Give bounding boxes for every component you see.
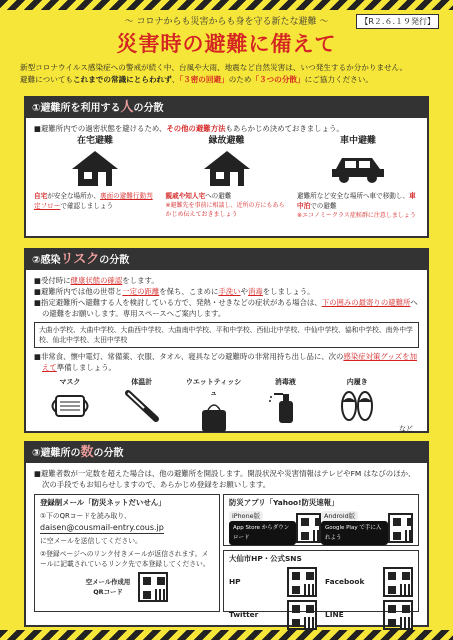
ios-qr-code[interactable] <box>296 513 321 543</box>
twitter-qr-code[interactable] <box>287 600 317 630</box>
bullet-distance: ■避難所内では他の世帯と一定の距離を保ち、こまめに手洗いや消毒をしましょう。 <box>34 287 315 296</box>
android-qr-code[interactable] <box>388 513 413 543</box>
wet-tissue-icon <box>184 399 244 435</box>
school-list: 大曲小学校、大曲中学校、大曲西中学校、大曲南中学校、平和中学校、西仙北中学校、中仙中学校、協和中学校、南外中学校、仙北中学校、太田中学校 <box>34 322 419 348</box>
bullet-supplies: ■非常食、懐中電灯、常備薬、衣服、タオル、寝具などの避難時の非常用持ち出し品に、次の感染症対策グッズを加えて準備しましょう。 <box>34 352 417 372</box>
mask-icon <box>40 388 100 424</box>
sns-box: 大仙市HP・公式SNS HP Facebook Twitter LINE <box>223 550 419 612</box>
mail-qr-code[interactable] <box>138 572 168 602</box>
item-thermometer: 体温計 <box>112 377 172 435</box>
section-heading: ②感染リスクの分散 <box>26 250 427 270</box>
facebook-qr-code[interactable] <box>383 567 413 597</box>
bullet-health-check: ■受付時に健康状態の確認をします。 <box>34 276 159 285</box>
section-infection-risk <box>24 248 429 433</box>
google-play-badge[interactable]: Google Play で手に入れよう <box>321 521 388 545</box>
thermometer-icon <box>112 388 172 424</box>
subtitle: ～ コロナからも災害からも身を守る新たな避難 ～ <box>124 17 329 27</box>
supply-items: マスク 体温計 ウエットティッシュ 消毒液 内履き など <box>34 377 419 435</box>
caution-stripes-top <box>0 0 453 10</box>
caution-stripes-bottom <box>0 630 453 640</box>
slippers-icon <box>327 388 387 424</box>
registration-email[interactable]: daisen@cousmail-entry.cous.jp <box>40 523 164 532</box>
issue-date: 【R２.６.１９発行】 <box>356 14 439 29</box>
car-icon <box>297 149 419 187</box>
house-icon <box>166 149 288 187</box>
section-people-dispersal <box>24 96 429 238</box>
section-heading: ③避難所の数の分散 <box>26 443 427 463</box>
sanitizer-icon <box>255 388 315 424</box>
bullet-symptoms: ■指定避難所へ避難する人を検討している方で、発熱・せきなどの症状がある場合は、下の囲みの最寄りの避難所への避難をお願いします。専用スペースへご案内します。 <box>34 298 418 318</box>
section-heading: ①避難所を利用する人の分散 <box>26 98 427 118</box>
item-sanitizer: 消毒液 <box>255 377 315 435</box>
item-slippers: 内履き <box>327 377 387 435</box>
car-evacuation: 車中避難 避難所など安全な場所へ車で移動し、車中泊での避難 ※エコノミークラス症候群に注意しましょう <box>297 136 419 220</box>
home-evacuation: 在宅避難 自宅が安全な場所か、裏面の避難行動判定フローで確認しましょう <box>34 136 156 220</box>
app-store-badge[interactable]: App Store からダウンロード <box>229 521 296 545</box>
relative-evacuation: 縁故避難 親戚や知人宅への避難 ※避難先を事前に相談し、近所の方にもあらかじめ伝えておきましょう <box>166 136 288 220</box>
section-lead: ■避難所内での過密状態を避けるため、その他の避難方法もあらかじめ決めておきましょう。 <box>34 124 344 133</box>
house-icon <box>34 149 156 187</box>
mail-registration-box: 登録制メール「防災ネットだいせん」 ①下のQRコードを読み取り、 daisen@cousmail-entry.cous.jp に空メールを送信してください。 ②登録ページへのリンク付きメールが返信されます。メールに記載されているリンク先で本登録してください。 空メール作成用 QRコード <box>34 494 220 612</box>
intro-text: 新型コロナウイルス感染症への警戒が続く中、台風や大雨、地震など自然災害は、いつ発生するか分かりません。 避難についてもこれまでの常識にとらわれず、「３密の回避」のため「３つの分散」にご協力ください。 <box>20 63 408 84</box>
hp-qr-code[interactable] <box>287 567 317 597</box>
page-title: 災害時の避難に備えて <box>116 32 337 56</box>
item-wet-tissue: ウエットティッシュ <box>184 377 244 435</box>
section-shelter-count <box>24 441 429 627</box>
header <box>0 12 453 92</box>
app-box: 防災アプリ「Yahoo!防災速報」 iPhone版 App Store からダウンロード Android版 Google Play で手に入れよう <box>223 494 419 546</box>
section-lead: ■避難者数が一定数を超えた場合は、他の避難所を開設します。開設状況や災害情報はテレビやFM はなびのほか、次の手段でもお知らせしますので、あらかじめ登録をお願いします。 <box>34 469 416 489</box>
item-mask: マスク <box>40 377 100 435</box>
line-qr-code[interactable] <box>383 600 413 630</box>
